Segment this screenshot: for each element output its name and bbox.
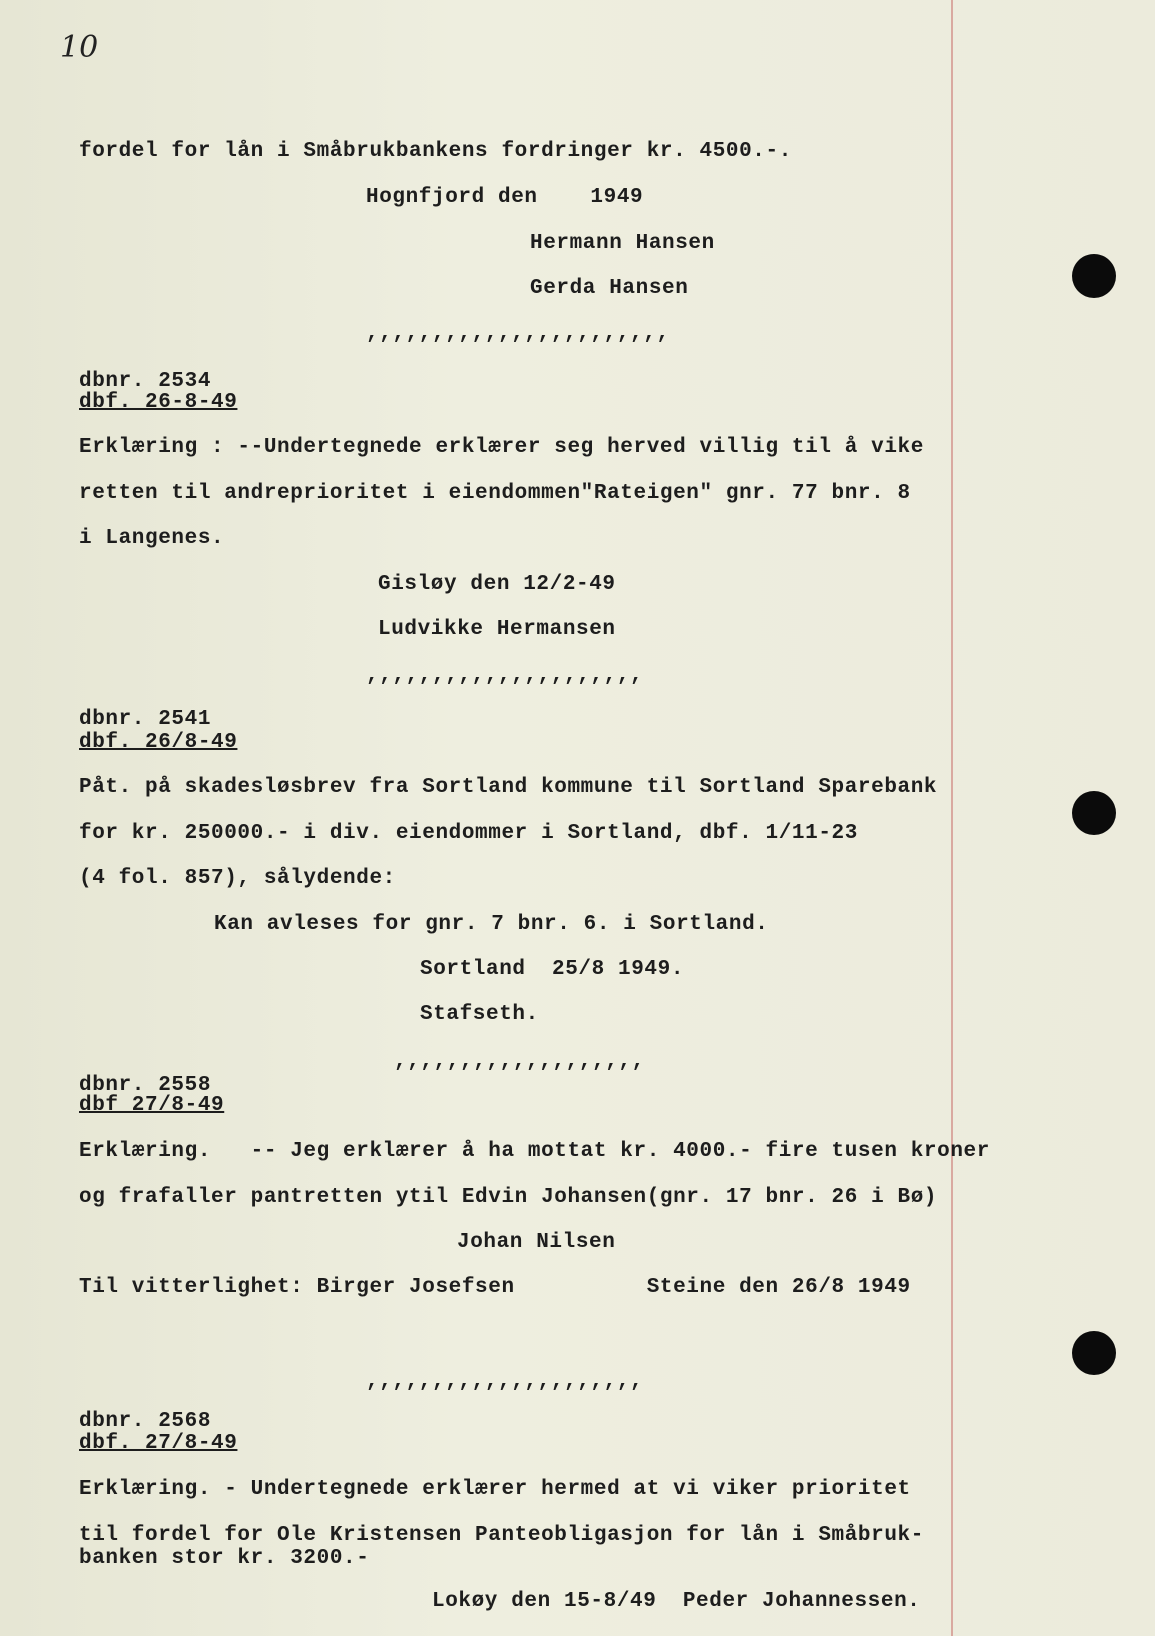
text-line: retten til andreprioritet i eiendommen"Rateigen" gnr. 77 bnr. 8	[79, 482, 911, 505]
text-line: banken stor kr. 3200.-	[79, 1547, 370, 1570]
text-line: Gerda Hansen	[530, 277, 689, 300]
text-line: fordel for lån i Småbrukbankens fordringer kr. 4500.-.	[79, 140, 792, 163]
dbnr: dbnr. 2534	[79, 370, 212, 393]
dbf: dbf 27/8-49	[79, 1094, 225, 1117]
page-number: 10	[60, 30, 99, 65]
punch-hole-bottom	[1072, 1331, 1116, 1375]
dbf: dbf. 26-8-49	[79, 391, 238, 414]
dbf: dbf. 27/8-49	[79, 1432, 238, 1455]
text-line: Kan avleses for gnr. 7 bnr. 6. i Sortland.	[214, 913, 769, 936]
text-line: Til vitterlighet: Birger Josefsen Steine den 26/8 1949	[79, 1276, 911, 1299]
text-line: Erklæring. - Undertegnede erklærer hermed at vi viker prioritet	[79, 1478, 911, 1501]
text-line: Påt. på skadesløsbrev fra Sortland kommune til Sortland Sparebank	[79, 776, 938, 799]
dbf: dbf. 26/8-49	[79, 731, 238, 754]
text-line: Johan Nilsen	[457, 1231, 616, 1254]
text-line: (4 fol. 857), sålydende:	[79, 867, 396, 890]
text-line: og frafaller pantretten ytil Edvin Johansen(gnr. 17 bnr. 26 i Bø)	[79, 1186, 938, 1209]
text-line: Erklæring : --Undertegnede erklærer seg herved villig til å vike	[79, 436, 924, 459]
text-line: i Langenes.	[79, 527, 225, 550]
margin-rule	[951, 0, 953, 1636]
text-line: Erklæring. -- Jeg erklærer å ha mottat kr. 4000.- fire tusen kroner	[79, 1140, 990, 1163]
text-line: Sortland 25/8 1949.	[420, 958, 685, 981]
dbnr: dbnr. 2541	[79, 708, 212, 731]
separator-commas: ,,,,,,,,,,,,,,,,,,,,,,,	[366, 322, 670, 345]
text-line: Stafseth.	[420, 1003, 539, 1026]
text-line: til fordel for Ole Kristensen Panteobligasjon for lån i Småbruk-	[79, 1524, 924, 1547]
text-line: Gisløy den 12/2-49	[378, 573, 616, 596]
punch-hole-middle	[1072, 791, 1116, 835]
separator-commas: ,,,,,,,,,,,,,,,,,,,	[394, 1050, 645, 1073]
text-line: Ludvikke Hermansen	[378, 618, 616, 641]
text-line: Hermann Hansen	[530, 232, 715, 255]
separator-commas: ,,,,,,,,,,,,,,,,,,,,,	[366, 1370, 644, 1393]
text-line: Lokøy den 15-8/49 Peder Johannessen.	[432, 1590, 921, 1613]
text-line: Hognfjord den 1949	[366, 186, 644, 209]
punch-hole-top	[1072, 254, 1116, 298]
text-line: for kr. 250000.- i div. eiendommer i Sortland, dbf. 1/11-23	[79, 822, 858, 845]
dbnr: dbnr. 2558	[79, 1074, 212, 1097]
dbnr: dbnr. 2568	[79, 1410, 212, 1433]
separator-commas: ,,,,,,,,,,,,,,,,,,,,,	[366, 664, 644, 687]
